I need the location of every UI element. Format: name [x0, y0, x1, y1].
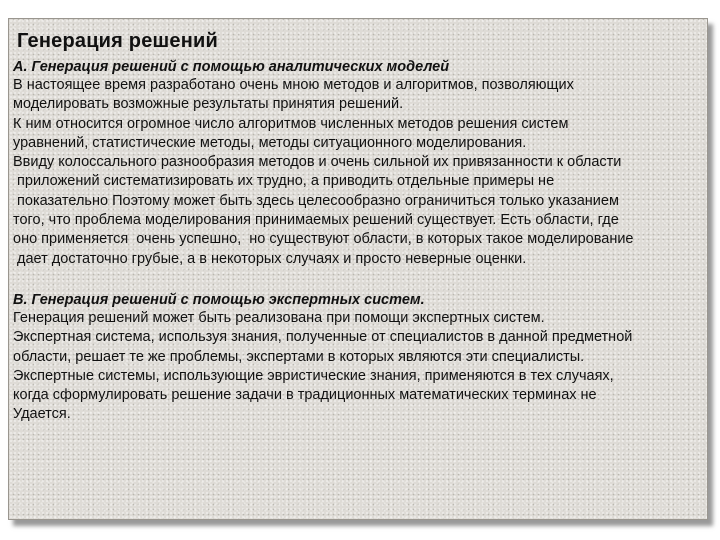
text-line: К ним относится огромное число алгоритмов численных методов решения систем	[13, 115, 569, 132]
text-line: Экспертная система, используя знания, полученные от специалистов в данной предметной	[13, 329, 633, 346]
section-a	[13, 58, 703, 269]
text-line: Экспертные системы, использующие эвристические знания, применяются в тех случаях,	[13, 367, 614, 384]
text-line: В настоящее время разработано очень мною методов и алгоритмов, позволяющих	[13, 77, 574, 93]
section-b-text	[13, 309, 703, 425]
section-b-heading: В. Генерация решений с помощью экспертных систем.	[13, 291, 425, 308]
section-a-heading: А. Генерация решений с помощью аналитических моделей	[13, 59, 450, 75]
text-line: того, что проблема моделирования принимаемых решений существует. Есть области, где	[13, 212, 619, 229]
text-line: моделировать возможные результаты принятия решений.	[13, 96, 404, 113]
text-line: Ввиду колоссального разнообразия методов и очень сильной их привязанности к области	[13, 154, 622, 171]
slide-content	[13, 29, 703, 425]
text-line: оно применяется очень успешно, но существуют области, в которых такое моделирование	[13, 231, 634, 248]
text-line: Генерация решений может быть реализована при помощи экспертных систем.	[13, 309, 545, 326]
page-title: Генерация решений	[17, 30, 219, 52]
text-line: уравнений, статистические методы, методы ситуационного моделирования.	[13, 134, 527, 151]
text-line: области, решает те же проблемы, экспертами в которых являются эти специалисты.	[13, 348, 585, 365]
section-a-text	[13, 76, 703, 269]
text-line: когда сформулировать решение задачи в традиционных математических терминах не	[13, 387, 597, 404]
text-line: показательно Поэтому может быть здесь целесообразно ограничиться только указанием	[13, 192, 619, 209]
text-line: Удается.	[13, 406, 71, 423]
text-line: дает достаточно грубые, а в некоторых случаях и просто неверные оценки.	[13, 250, 527, 267]
section-b	[13, 291, 703, 425]
text-line: приложений систематизировать их трудно, а приводить отдельные примеры не	[13, 173, 555, 190]
